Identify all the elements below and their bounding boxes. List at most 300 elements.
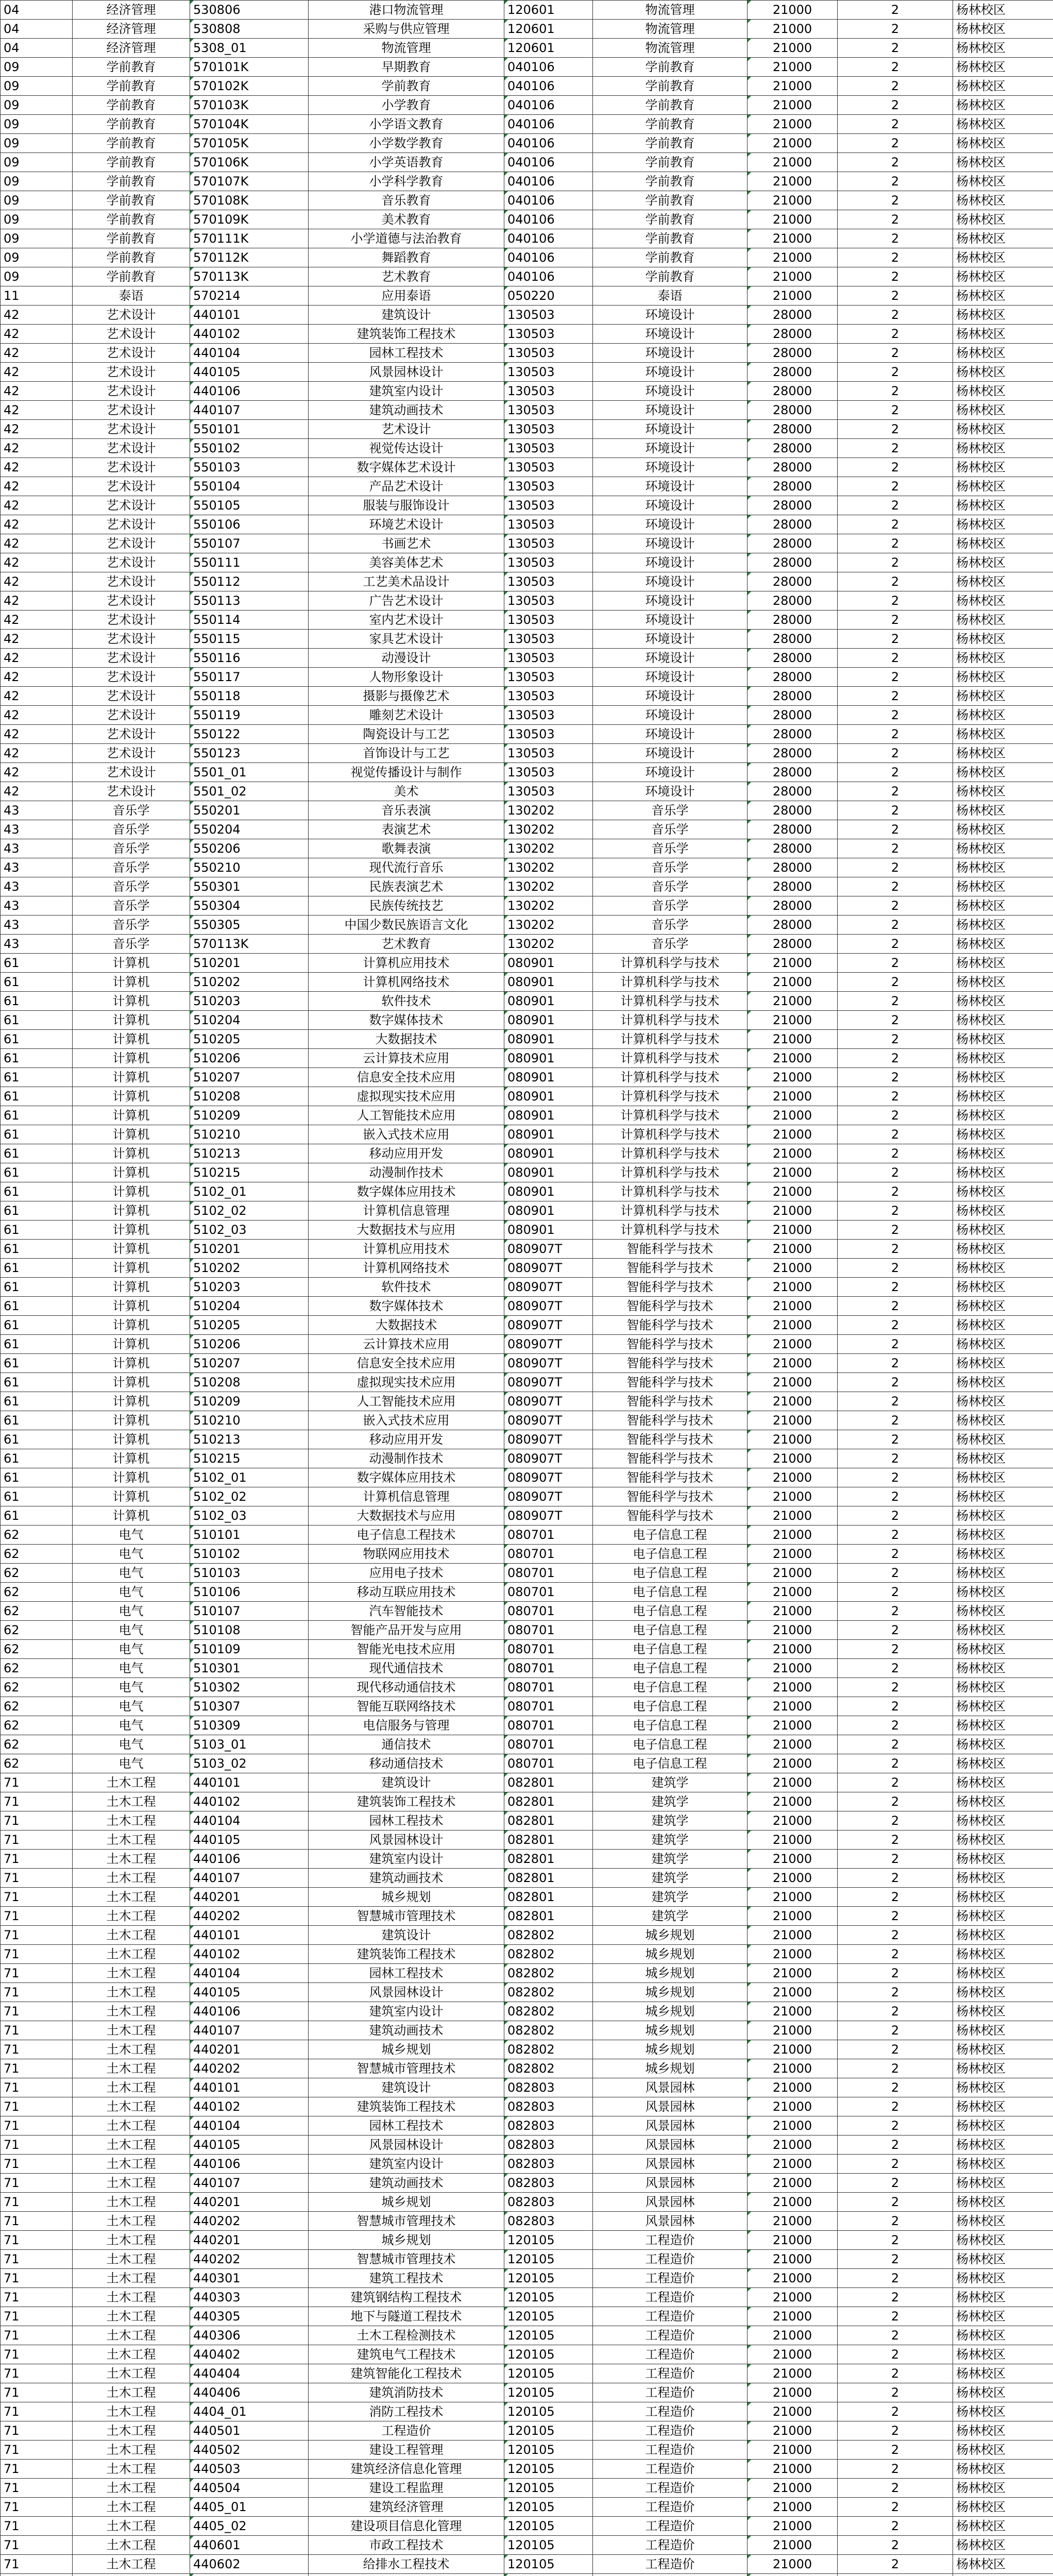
dept-name-cell[interactable]: 土木工程 xyxy=(73,2269,190,2288)
dept-code-cell[interactable]: 42 xyxy=(1,420,73,439)
major-code-cell[interactable]: 550105 xyxy=(190,496,309,515)
duration-cell[interactable]: 2 xyxy=(838,2059,953,2078)
campus-cell[interactable]: 杨林校区 xyxy=(953,1869,1053,1888)
major-name-cell[interactable]: 城乡规划 xyxy=(309,2231,504,2250)
major-code-cell[interactable]: 550112 xyxy=(190,572,309,591)
campus-cell[interactable]: 杨林校区 xyxy=(953,820,1053,839)
duration-cell[interactable]: 2 xyxy=(838,1621,953,1640)
major-code-cell[interactable]: 440105 xyxy=(190,1831,309,1850)
campus-cell[interactable]: 杨林校区 xyxy=(953,1468,1053,1487)
duration-cell[interactable]: 2 xyxy=(838,1335,953,1354)
degree-name-cell[interactable]: 建筑学 xyxy=(593,1831,748,1850)
duration-cell[interactable]: 2 xyxy=(838,1983,953,2002)
degree-code-cell[interactable]: 130503 xyxy=(504,782,593,801)
tuition-cell[interactable]: 28000 xyxy=(748,763,838,782)
dept-name-cell[interactable]: 土木工程 xyxy=(73,2002,190,2021)
tuition-cell[interactable]: 28000 xyxy=(748,591,838,611)
major-name-cell[interactable]: 地下与隧道工程技术 xyxy=(309,2307,504,2326)
dept-name-cell[interactable]: 艺术设计 xyxy=(73,534,190,553)
duration-cell[interactable]: 2 xyxy=(838,1888,953,1907)
major-code-cell[interactable]: 550116 xyxy=(190,649,309,668)
campus-cell[interactable]: 杨林校区 xyxy=(953,2231,1053,2250)
dept-code-cell[interactable]: 42 xyxy=(1,363,73,382)
major-code-cell[interactable]: 530806 xyxy=(190,1,309,20)
dept-code-cell[interactable]: 43 xyxy=(1,916,73,935)
degree-name-cell[interactable]: 风景园林 xyxy=(593,2155,748,2174)
major-code-cell[interactable]: 5102_02 xyxy=(190,1201,309,1221)
tuition-cell[interactable]: 21000 xyxy=(748,2021,838,2040)
campus-cell[interactable]: 杨林校区 xyxy=(953,553,1053,572)
dept-name-cell[interactable]: 学前教育 xyxy=(73,191,190,210)
campus-cell[interactable]: 杨林校区 xyxy=(953,2078,1053,2097)
major-code-cell[interactable]: 570102K xyxy=(190,77,309,96)
tuition-cell[interactable]: 21000 xyxy=(748,2345,838,2364)
dept-name-cell[interactable]: 艺术设计 xyxy=(73,420,190,439)
dept-code-cell[interactable]: 61 xyxy=(1,1354,73,1373)
duration-cell[interactable]: 2 xyxy=(838,2078,953,2097)
degree-name-cell[interactable]: 学前教育 xyxy=(593,191,748,210)
duration-cell[interactable]: 2 xyxy=(838,1545,953,1564)
duration-cell[interactable]: 2 xyxy=(838,2288,953,2307)
degree-code-cell[interactable]: 040106 xyxy=(504,210,593,229)
campus-cell[interactable]: 杨林校区 xyxy=(953,2174,1053,2193)
degree-name-cell[interactable]: 智能科学与技术 xyxy=(593,1335,748,1354)
degree-name-cell[interactable]: 计算机科学与技术 xyxy=(593,973,748,992)
tuition-cell[interactable]: 21000 xyxy=(748,210,838,229)
duration-cell[interactable]: 2 xyxy=(838,2231,953,2250)
dept-name-cell[interactable]: 土木工程 xyxy=(73,2326,190,2345)
campus-cell[interactable]: 杨林校区 xyxy=(953,2460,1053,2479)
duration-cell[interactable]: 2 xyxy=(838,2250,953,2269)
duration-cell[interactable]: 2 xyxy=(838,1506,953,1526)
major-code-cell[interactable]: 510206 xyxy=(190,1335,309,1354)
major-code-cell[interactable]: 550102 xyxy=(190,439,309,458)
major-name-cell[interactable]: 给排水工程技术 xyxy=(309,2555,504,2574)
dept-name-cell[interactable]: 计算机 xyxy=(73,1411,190,1430)
degree-name-cell[interactable]: 计算机科学与技术 xyxy=(593,1087,748,1106)
major-code-cell[interactable]: 440106 xyxy=(190,2002,309,2021)
campus-cell[interactable]: 杨林校区 xyxy=(953,2307,1053,2326)
dept-name-cell[interactable]: 土木工程 xyxy=(73,1983,190,2002)
major-code-cell[interactable]: 570104K xyxy=(190,115,309,134)
tuition-cell[interactable]: 21000 xyxy=(748,1,838,20)
tuition-cell[interactable]: 21000 xyxy=(748,992,838,1011)
degree-code-cell[interactable]: 082803 xyxy=(504,2212,593,2231)
campus-cell[interactable]: 杨林校区 xyxy=(953,1754,1053,1773)
major-name-cell[interactable]: 小学英语教育 xyxy=(309,153,504,172)
major-name-cell[interactable]: 民族传统技艺 xyxy=(309,896,504,916)
dept-code-cell[interactable]: 71 xyxy=(1,2155,73,2174)
major-code-cell[interactable]: 550111 xyxy=(190,553,309,572)
major-code-cell[interactable]: 570112K xyxy=(190,248,309,267)
major-name-cell[interactable]: 建筑装饰工程技术 xyxy=(309,1792,504,1811)
campus-cell[interactable]: 杨林校区 xyxy=(953,668,1053,687)
dept-code-cell[interactable]: 71 xyxy=(1,2402,73,2421)
major-name-cell[interactable]: 移动通信技术 xyxy=(309,1754,504,1773)
degree-code-cell[interactable]: 080901 xyxy=(504,1030,593,1049)
degree-name-cell[interactable]: 计算机科学与技术 xyxy=(593,1163,748,1182)
campus-cell[interactable]: 杨林校区 xyxy=(953,191,1053,210)
degree-code-cell[interactable]: 130503 xyxy=(504,363,593,382)
duration-cell[interactable]: 2 xyxy=(838,1640,953,1659)
degree-code-cell[interactable]: 040106 xyxy=(504,229,593,248)
dept-name-cell[interactable]: 学前教育 xyxy=(73,210,190,229)
campus-cell[interactable]: 杨林校区 xyxy=(953,496,1053,515)
campus-cell[interactable]: 杨林校区 xyxy=(953,1430,1053,1449)
degree-name-cell[interactable]: 电子信息工程 xyxy=(593,1659,748,1678)
dept-name-cell[interactable]: 计算机 xyxy=(73,1182,190,1201)
tuition-cell[interactable]: 21000 xyxy=(748,2460,838,2479)
tuition-cell[interactable]: 21000 xyxy=(748,1678,838,1697)
tuition-cell[interactable]: 21000 xyxy=(748,1335,838,1354)
major-name-cell[interactable]: 建筑工程技术 xyxy=(309,2269,504,2288)
campus-cell[interactable]: 杨林校区 xyxy=(953,172,1053,191)
degree-code-cell[interactable]: 080907T xyxy=(504,1506,593,1526)
duration-cell[interactable] xyxy=(838,2574,953,2576)
degree-code-cell[interactable]: 120105 xyxy=(504,2269,593,2288)
degree-name-cell[interactable]: 环境设计 xyxy=(593,344,748,363)
duration-cell[interactable]: 2 xyxy=(838,1716,953,1735)
campus-cell[interactable]: 杨林校区 xyxy=(953,2288,1053,2307)
degree-name-cell[interactable]: 计算机科学与技术 xyxy=(593,1106,748,1125)
tuition-cell[interactable]: 28000 xyxy=(748,325,838,344)
major-name-cell[interactable]: 市政工程技术 xyxy=(309,2536,504,2555)
duration-cell[interactable]: 2 xyxy=(838,820,953,839)
campus-cell[interactable]: 杨林校区 xyxy=(953,858,1053,877)
tuition-cell[interactable]: 21000 xyxy=(748,1201,838,1221)
major-code-cell[interactable]: 440101 xyxy=(190,1926,309,1945)
degree-name-cell[interactable]: 智能科学与技术 xyxy=(593,1411,748,1430)
major-code-cell[interactable]: 440104 xyxy=(190,1964,309,1983)
dept-name-cell[interactable]: 土木工程 xyxy=(73,2460,190,2479)
major-name-cell[interactable]: 小学语文教育 xyxy=(309,115,504,134)
major-name-cell[interactable]: 舞蹈教育 xyxy=(309,248,504,267)
degree-code-cell[interactable]: 130503 xyxy=(504,458,593,477)
major-name-cell[interactable]: 物流管理 xyxy=(309,39,504,58)
dept-code-cell[interactable]: 09 xyxy=(1,153,73,172)
tuition-cell[interactable]: 21000 xyxy=(748,1792,838,1811)
campus-cell[interactable]: 杨林校区 xyxy=(953,210,1053,229)
degree-code-cell[interactable]: 130503 xyxy=(504,496,593,515)
tuition-cell[interactable]: 21000 xyxy=(748,2269,838,2288)
major-name-cell[interactable]: 书画艺术 xyxy=(309,534,504,553)
degree-name-cell[interactable]: 工程造价 xyxy=(593,2345,748,2364)
tuition-cell[interactable]: 21000 xyxy=(748,1983,838,2002)
dept-name-cell[interactable]: 经济管理 xyxy=(73,1,190,20)
major-code-cell[interactable]: 5501_02 xyxy=(190,782,309,801)
campus-cell[interactable]: 杨林校区 xyxy=(953,58,1053,77)
tuition-cell[interactable]: 21000 xyxy=(748,1011,838,1030)
campus-cell[interactable]: 杨林校区 xyxy=(953,2364,1053,2383)
dept-code-cell[interactable]: 71 xyxy=(1,2536,73,2555)
major-code-cell[interactable]: 550122 xyxy=(190,725,309,744)
dept-name-cell[interactable]: 计算机 xyxy=(73,1144,190,1163)
major-name-cell[interactable]: 民族表演艺术 xyxy=(309,877,504,896)
tuition-cell[interactable]: 21000 xyxy=(748,1811,838,1831)
major-name-cell[interactable]: 软件技术 xyxy=(309,1278,504,1297)
dept-name-cell[interactable]: 土木工程 xyxy=(73,2402,190,2421)
degree-name-cell[interactable]: 环境设计 xyxy=(593,401,748,420)
major-code-cell[interactable]: 5308_01 xyxy=(190,39,309,58)
duration-cell[interactable]: 2 xyxy=(838,325,953,344)
dept-name-cell[interactable]: 艺术设计 xyxy=(73,630,190,649)
major-name-cell[interactable]: 云计算技术应用 xyxy=(309,1049,504,1068)
dept-name-cell[interactable]: 计算机 xyxy=(73,1049,190,1068)
major-name-cell[interactable]: 服装与服饰设计 xyxy=(309,496,504,515)
dept-code-cell[interactable]: 42 xyxy=(1,572,73,591)
major-name-cell[interactable]: 美术教育 xyxy=(309,210,504,229)
major-code-cell[interactable]: 440101 xyxy=(190,1773,309,1792)
campus-cell[interactable]: 杨林校区 xyxy=(953,2498,1053,2517)
degree-code-cell[interactable]: 080701 xyxy=(504,1640,593,1659)
tuition-cell[interactable]: 28000 xyxy=(748,782,838,801)
dept-code-cell[interactable]: 61 xyxy=(1,1487,73,1506)
degree-name-cell[interactable]: 环境设计 xyxy=(593,744,748,763)
degree-name-cell[interactable]: 智能科学与技术 xyxy=(593,1373,748,1392)
degree-code-cell[interactable]: 082803 xyxy=(504,2097,593,2116)
degree-code-cell[interactable]: 082803 xyxy=(504,2174,593,2193)
dept-code-cell[interactable]: 62 xyxy=(1,1640,73,1659)
major-code-cell[interactable]: 550119 xyxy=(190,706,309,725)
campus-cell[interactable]: 杨林校区 xyxy=(953,267,1053,286)
dept-code-cell[interactable]: 61 xyxy=(1,1240,73,1259)
degree-name-cell[interactable]: 风景园林 xyxy=(593,2193,748,2212)
dept-code-cell[interactable]: 09 xyxy=(1,229,73,248)
dept-code-cell[interactable]: 71 xyxy=(1,1792,73,1811)
tuition-cell[interactable]: 21000 xyxy=(748,2383,838,2402)
dept-name-cell[interactable]: 学前教育 xyxy=(73,58,190,77)
major-name-cell[interactable]: 数字媒体应用技术 xyxy=(309,1468,504,1487)
major-name-cell[interactable]: 室内艺术设计 xyxy=(309,611,504,630)
major-code-cell[interactable]: 550117 xyxy=(190,668,309,687)
major-name-cell[interactable]: 建筑经济管理 xyxy=(309,2498,504,2517)
duration-cell[interactable]: 2 xyxy=(838,725,953,744)
dept-code-cell[interactable]: 09 xyxy=(1,248,73,267)
dept-name-cell[interactable]: 土木工程 xyxy=(73,1869,190,1888)
dept-name-cell[interactable]: 音乐学 xyxy=(73,858,190,877)
campus-cell[interactable]: 杨林校区 xyxy=(953,2345,1053,2364)
tuition-cell[interactable]: 28000 xyxy=(748,630,838,649)
dept-name-cell[interactable]: 土木工程 xyxy=(73,1945,190,1964)
tuition-cell[interactable]: 28000 xyxy=(748,706,838,725)
duration-cell[interactable]: 2 xyxy=(838,1316,953,1335)
duration-cell[interactable]: 2 xyxy=(838,1678,953,1697)
major-code-cell[interactable]: 570109K xyxy=(190,210,309,229)
tuition-cell[interactable]: 21000 xyxy=(748,2479,838,2498)
dept-code-cell[interactable] xyxy=(1,2574,73,2576)
major-code-cell[interactable]: 570103K xyxy=(190,96,309,115)
dept-name-cell[interactable]: 土木工程 xyxy=(73,2555,190,2574)
campus-cell[interactable]: 杨林校区 xyxy=(953,2383,1053,2402)
duration-cell[interactable]: 2 xyxy=(838,458,953,477)
dept-name-cell[interactable]: 学前教育 xyxy=(73,267,190,286)
degree-name-cell[interactable]: 城乡规划 xyxy=(593,2021,748,2040)
dept-name-cell[interactable]: 电气 xyxy=(73,1697,190,1716)
dept-code-cell[interactable]: 43 xyxy=(1,896,73,916)
duration-cell[interactable]: 2 xyxy=(838,1468,953,1487)
dept-code-cell[interactable]: 71 xyxy=(1,2078,73,2097)
degree-code-cell[interactable]: 082802 xyxy=(504,2040,593,2059)
degree-code-cell[interactable]: 130503 xyxy=(504,591,593,611)
campus-cell[interactable]: 杨林校区 xyxy=(953,1087,1053,1106)
duration-cell[interactable]: 2 xyxy=(838,1583,953,1602)
dept-code-cell[interactable]: 71 xyxy=(1,2002,73,2021)
major-name-cell[interactable]: 建筑设计 xyxy=(309,1773,504,1792)
duration-cell[interactable]: 2 xyxy=(838,2174,953,2193)
duration-cell[interactable]: 2 xyxy=(838,992,953,1011)
degree-code-cell[interactable]: 080901 xyxy=(504,1011,593,1030)
duration-cell[interactable]: 2 xyxy=(838,2517,953,2536)
major-code-cell[interactable]: 550107 xyxy=(190,534,309,553)
tuition-cell[interactable]: 21000 xyxy=(748,1716,838,1735)
dept-code-cell[interactable]: 09 xyxy=(1,191,73,210)
major-name-cell[interactable]: 数字媒体艺术设计 xyxy=(309,458,504,477)
major-code-cell[interactable]: 5102_03 xyxy=(190,1221,309,1240)
dept-code-cell[interactable]: 11 xyxy=(1,286,73,306)
duration-cell[interactable]: 2 xyxy=(838,1259,953,1278)
degree-code-cell[interactable]: 120105 xyxy=(504,2250,593,2269)
major-name-cell[interactable]: 数字媒体技术 xyxy=(309,1011,504,1030)
campus-cell[interactable]: 杨林校区 xyxy=(953,115,1053,134)
degree-code-cell[interactable]: 080901 xyxy=(504,1068,593,1087)
degree-name-cell[interactable]: 计算机科学与技术 xyxy=(593,1201,748,1221)
campus-cell[interactable]: 杨林校区 xyxy=(953,1201,1053,1221)
duration-cell[interactable]: 2 xyxy=(838,1049,953,1068)
campus-cell[interactable]: 杨林校区 xyxy=(953,2136,1053,2155)
duration-cell[interactable]: 2 xyxy=(838,134,953,153)
major-name-cell[interactable]: 通信技术 xyxy=(309,1735,504,1754)
major-code-cell[interactable]: 510201 xyxy=(190,954,309,973)
degree-code-cell[interactable]: 130202 xyxy=(504,801,593,820)
duration-cell[interactable]: 2 xyxy=(838,2040,953,2059)
dept-code-cell[interactable]: 61 xyxy=(1,973,73,992)
duration-cell[interactable]: 2 xyxy=(838,1201,953,1221)
degree-code-cell[interactable]: 080907T xyxy=(504,1449,593,1468)
degree-code-cell[interactable]: 080701 xyxy=(504,1697,593,1716)
dept-name-cell[interactable]: 计算机 xyxy=(73,1068,190,1087)
dept-name-cell[interactable]: 计算机 xyxy=(73,1240,190,1259)
degree-name-cell[interactable]: 学前教育 xyxy=(593,96,748,115)
degree-code-cell[interactable]: 130202 xyxy=(504,916,593,935)
dept-code-cell[interactable]: 71 xyxy=(1,1773,73,1792)
major-code-cell[interactable]: 440502 xyxy=(190,2441,309,2460)
degree-code-cell[interactable]: 120105 xyxy=(504,2288,593,2307)
dept-code-cell[interactable]: 61 xyxy=(1,1335,73,1354)
campus-cell[interactable]: 杨林校区 xyxy=(953,2269,1053,2288)
degree-name-cell[interactable]: 智能科学与技术 xyxy=(593,1316,748,1335)
major-name-cell[interactable]: 虚拟现实技术应用 xyxy=(309,1373,504,1392)
dept-code-cell[interactable]: 43 xyxy=(1,935,73,954)
duration-cell[interactable]: 2 xyxy=(838,916,953,935)
duration-cell[interactable]: 2 xyxy=(838,96,953,115)
degree-name-cell[interactable]: 风景园林 xyxy=(593,2078,748,2097)
degree-name-cell[interactable]: 计算机科学与技术 xyxy=(593,1221,748,1240)
dept-name-cell[interactable]: 电气 xyxy=(73,1754,190,1773)
duration-cell[interactable]: 2 xyxy=(838,77,953,96)
degree-name-cell[interactable]: 城乡规划 xyxy=(593,2059,748,2078)
dept-code-cell[interactable]: 61 xyxy=(1,1011,73,1030)
dept-code-cell[interactable]: 61 xyxy=(1,1449,73,1468)
duration-cell[interactable]: 2 xyxy=(838,2383,953,2402)
tuition-cell[interactable]: 21000 xyxy=(748,1087,838,1106)
degree-code-cell[interactable]: 080901 xyxy=(504,954,593,973)
campus-cell[interactable]: 杨林校区 xyxy=(953,2002,1053,2021)
dept-name-cell[interactable]: 土木工程 xyxy=(73,2250,190,2269)
campus-cell[interactable]: 杨林校区 xyxy=(953,1621,1053,1640)
dept-code-cell[interactable]: 42 xyxy=(1,306,73,325)
duration-cell[interactable]: 2 xyxy=(838,1526,953,1545)
degree-name-cell[interactable]: 工程造价 xyxy=(593,2364,748,2383)
major-code-cell[interactable]: 570101K xyxy=(190,58,309,77)
major-name-cell[interactable]: 建筑电气工程技术 xyxy=(309,2345,504,2364)
duration-cell[interactable]: 2 xyxy=(838,1373,953,1392)
major-code-cell[interactable]: 440602 xyxy=(190,2555,309,2574)
tuition-cell[interactable]: 28000 xyxy=(748,611,838,630)
dept-name-cell[interactable]: 学前教育 xyxy=(73,96,190,115)
dept-code-cell[interactable]: 71 xyxy=(1,2040,73,2059)
campus-cell[interactable]: 杨林校区 xyxy=(953,1907,1053,1926)
degree-name-cell[interactable]: 工程造价 xyxy=(593,2421,748,2441)
duration-cell[interactable]: 2 xyxy=(838,1163,953,1182)
degree-name-cell[interactable]: 环境设计 xyxy=(593,382,748,401)
dept-name-cell[interactable]: 土木工程 xyxy=(73,2498,190,2517)
tuition-cell[interactable]: 21000 xyxy=(748,2498,838,2517)
major-name-cell[interactable]: 大数据技术与应用 xyxy=(309,1221,504,1240)
degree-name-cell[interactable]: 智能科学与技术 xyxy=(593,1354,748,1373)
major-name-cell[interactable]: 动漫制作技术 xyxy=(309,1163,504,1182)
duration-cell[interactable]: 2 xyxy=(838,1449,953,1468)
dept-code-cell[interactable]: 42 xyxy=(1,382,73,401)
dept-code-cell[interactable]: 42 xyxy=(1,630,73,649)
degree-code-cell[interactable]: 080907T xyxy=(504,1468,593,1487)
major-name-cell[interactable]: 雕刻艺术设计 xyxy=(309,706,504,725)
major-name-cell[interactable]: 人工智能技术应用 xyxy=(309,1392,504,1411)
degree-name-cell[interactable]: 电子信息工程 xyxy=(593,1640,748,1659)
major-name-cell[interactable]: 建设工程监理 xyxy=(309,2479,504,2498)
degree-code-cell[interactable]: 082803 xyxy=(504,2116,593,2136)
major-code-cell[interactable]: 550304 xyxy=(190,896,309,916)
major-name-cell[interactable]: 建设项目信息化管理 xyxy=(309,2517,504,2536)
major-code-cell[interactable]: 5102_01 xyxy=(190,1468,309,1487)
degree-name-cell[interactable]: 电子信息工程 xyxy=(593,1583,748,1602)
campus-cell[interactable]: 杨林校区 xyxy=(953,2441,1053,2460)
campus-cell[interactable]: 杨林校区 xyxy=(953,2021,1053,2040)
dept-name-cell[interactable]: 计算机 xyxy=(73,954,190,973)
degree-code-cell[interactable]: 082802 xyxy=(504,1983,593,2002)
degree-name-cell[interactable]: 智能科学与技术 xyxy=(593,1278,748,1297)
campus-cell[interactable]: 杨林校区 xyxy=(953,687,1053,706)
degree-code-cell[interactable]: 080701 xyxy=(504,1583,593,1602)
duration-cell[interactable]: 2 xyxy=(838,477,953,496)
dept-code-cell[interactable]: 61 xyxy=(1,1182,73,1201)
degree-code-cell[interactable]: 080701 xyxy=(504,1735,593,1754)
degree-name-cell[interactable]: 环境设计 xyxy=(593,477,748,496)
campus-cell[interactable]: 杨林校区 xyxy=(953,1792,1053,1811)
duration-cell[interactable]: 2 xyxy=(838,2212,953,2231)
dept-name-cell[interactable]: 土木工程 xyxy=(73,2288,190,2307)
degree-name-cell[interactable]: 电子信息工程 xyxy=(593,1678,748,1697)
dept-name-cell[interactable]: 音乐学 xyxy=(73,839,190,858)
major-name-cell[interactable]: 产品艺术设计 xyxy=(309,477,504,496)
dept-code-cell[interactable]: 71 xyxy=(1,1907,73,1926)
campus-cell[interactable]: 杨林校区 xyxy=(953,534,1053,553)
major-code-cell[interactable]: 440106 xyxy=(190,1850,309,1869)
duration-cell[interactable]: 2 xyxy=(838,1240,953,1259)
duration-cell[interactable]: 2 xyxy=(838,1850,953,1869)
dept-code-cell[interactable]: 61 xyxy=(1,1316,73,1335)
tuition-cell[interactable]: 21000 xyxy=(748,1487,838,1506)
degree-code-cell[interactable]: 082802 xyxy=(504,1926,593,1945)
